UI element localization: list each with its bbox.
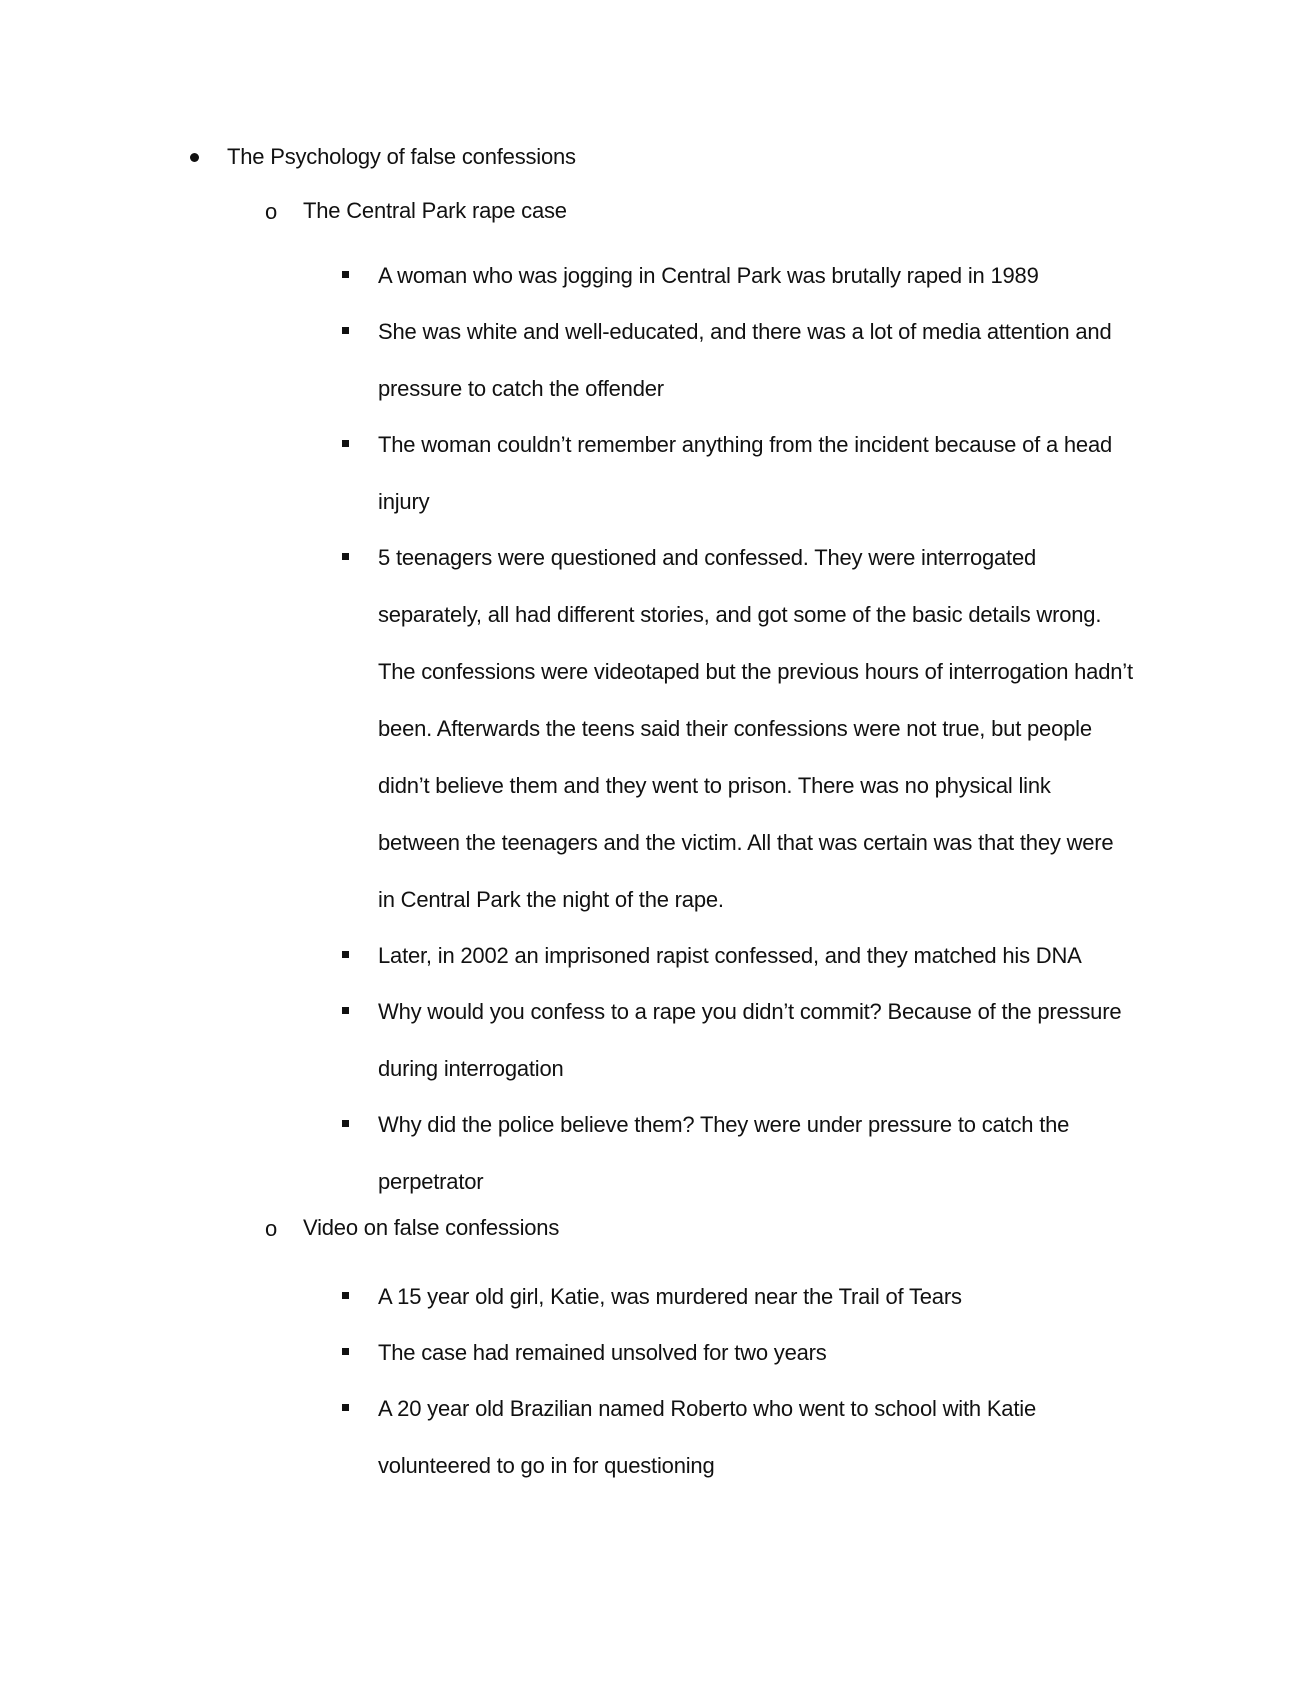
square-bullet-icon xyxy=(342,1120,349,1127)
square-bullet-icon xyxy=(342,327,349,334)
list-item xyxy=(378,317,1111,417)
list-item xyxy=(378,941,1082,984)
square-bullet-icon xyxy=(342,1404,349,1411)
square-bullet-icon xyxy=(342,951,349,958)
list-item-line: pressure to catch the offender xyxy=(378,376,664,401)
square-bullet-icon xyxy=(342,1348,349,1355)
list-item-line: volunteered to go in for questioning xyxy=(378,1453,715,1478)
list-item-line: The woman couldn’t remember anything from the incident because of a head xyxy=(378,432,1113,457)
round-bullet-icon xyxy=(190,153,199,162)
list-item-line: A 15 year old girl, Katie, was murdered near the Trail of Tears xyxy=(378,1284,962,1309)
hollow-o-bullet-icon: o xyxy=(265,199,278,224)
list-item-line: during interrogation xyxy=(378,1056,564,1081)
list-item-line: A woman who was jogging in Central Park was brutally raped in 1989 xyxy=(378,263,1039,288)
list-item-line: She was white and well-educated, and there was a lot of media attention and xyxy=(378,319,1112,344)
square-bullet-icon xyxy=(342,553,349,560)
list-item-line: injury xyxy=(378,489,430,514)
square-bullet-icon xyxy=(342,1292,349,1299)
list-item-line: Why would you confess to a rape you didn’t commit? Because of the pressure xyxy=(378,999,1122,1024)
list-item-line: 5 teenagers were questioned and confessed. They were interrogated xyxy=(378,545,1037,570)
list-item xyxy=(378,261,1039,304)
list-item-line: between the teenagers and the victim. All that was certain was that they were xyxy=(378,830,1114,855)
main-topic-text: The Psychology of false confessions xyxy=(227,144,576,169)
square-bullet-icon xyxy=(342,1007,349,1014)
list-item-line: perpetrator xyxy=(378,1169,484,1194)
section-central-park xyxy=(265,197,567,225)
square-bullet-icon xyxy=(342,271,349,278)
main-topic xyxy=(227,143,1127,171)
list-item-line: didn’t believe them and they went to prison. There was no physical link xyxy=(378,773,1051,798)
list-item-line: The case had remained unsolved for two years xyxy=(378,1340,827,1365)
list-item xyxy=(378,430,1112,530)
list-item xyxy=(378,543,1133,928)
square-bullet-icon xyxy=(342,440,349,447)
section-title: Video on false confessions xyxy=(303,1215,560,1240)
section-title: The Central Park rape case xyxy=(303,198,567,223)
list-item-line: in Central Park the night of the rape. xyxy=(378,887,724,912)
list-item-line: Why did the police believe them? They were under pressure to catch the xyxy=(378,1112,1070,1137)
list-item xyxy=(378,1110,1069,1210)
list-item-line: The confessions were videotaped but the previous hours of interrogation hadn’t xyxy=(378,659,1133,684)
list-item xyxy=(378,1282,962,1325)
list-item-line: been. Afterwards the teens said their confessions were not true, but people xyxy=(378,716,1092,741)
hollow-o-bullet-icon: o xyxy=(265,1216,278,1241)
list-item xyxy=(378,997,1121,1097)
section-video xyxy=(265,1214,560,1242)
list-item-line: Later, in 2002 an imprisoned rapist confessed, and they matched his DNA xyxy=(378,943,1082,968)
list-item xyxy=(378,1338,827,1381)
list-item-line: A 20 year old Brazilian named Roberto who went to school with Katie xyxy=(378,1396,1036,1421)
list-item xyxy=(378,1394,1036,1494)
list-item-line: separately, all had different stories, and got some of the basic details wrong. xyxy=(378,602,1102,627)
